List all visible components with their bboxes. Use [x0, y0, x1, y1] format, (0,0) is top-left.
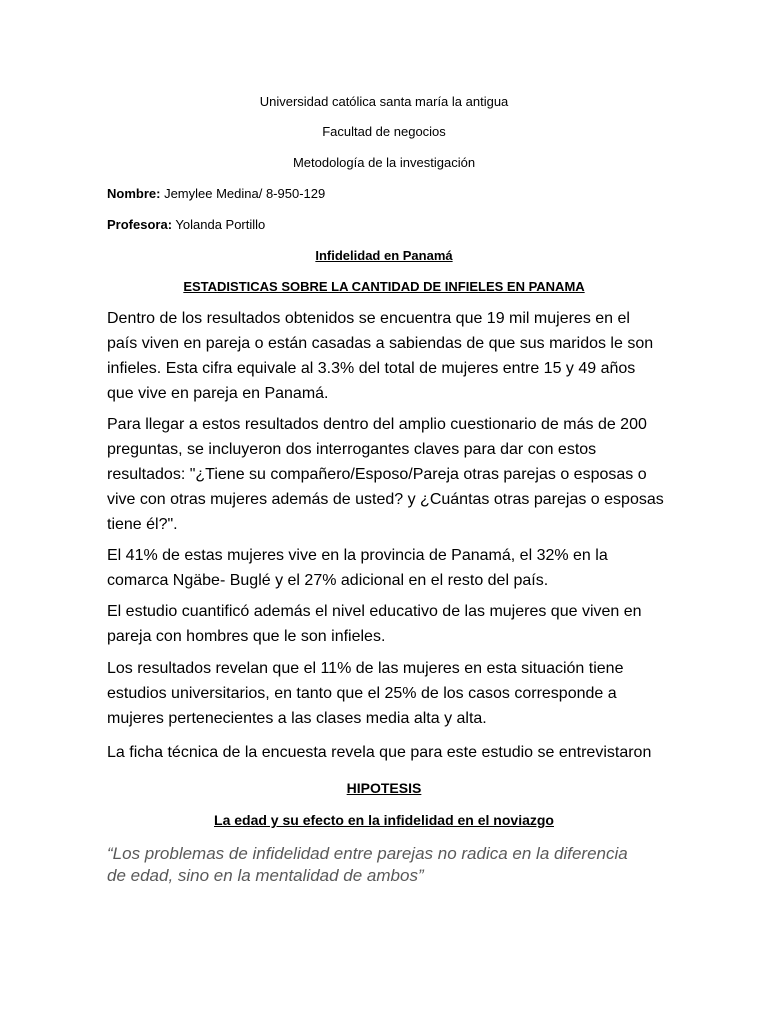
paragraph-line: que vive en pareja en Panamá. — [107, 385, 329, 402]
paragraph-line: comarca Ngäbe- Buglé y el 27% adicional en el resto del país. — [107, 572, 549, 589]
paragraph-2 — [107, 412, 667, 537]
paragraph-line: pareja con hombres que le son infieles. — [107, 628, 386, 645]
quote-block — [107, 843, 687, 887]
faculty-name: Facultad de negocios — [322, 124, 446, 139]
hypothesis-heading-wrap — [0, 780, 768, 796]
paragraph-6 — [107, 740, 667, 765]
paragraph-3 — [107, 543, 667, 593]
paragraph-4 — [107, 599, 667, 649]
course-name: Metodología de la investigación — [292, 155, 476, 170]
paragraph-line: resultados: "¿Tiene su compañero/Esposo/Pareja otras parejas o esposas o — [107, 466, 647, 483]
paragraph-5 — [107, 656, 667, 731]
paragraph-line: El estudio cuantificó además el nivel educativo de las mujeres que viven en — [107, 603, 642, 620]
paragraph-line: La ficha técnica de la encuesta revela que para este estudio se entrevistaron — [107, 744, 652, 761]
quote-line: “Los problemas de infidelidad entre parejas no radica en la diferencia — [107, 844, 628, 863]
paragraph-line: infieles. Esta cifra equivale al 3.3% del total de mujeres entre 15 y 49 años — [107, 360, 636, 377]
name-value: Jemylee Medina/ 8-950-129 — [160, 186, 326, 201]
university-name: Universidad católica santa maría la antigua — [259, 94, 509, 109]
professor-line — [107, 217, 265, 232]
hypothesis-heading: HIPOTESIS — [346, 780, 422, 796]
paragraph-line: estudios universitarios, en tanto que el 25% de los casos corresponde a — [107, 685, 617, 702]
paragraph-line: Para llegar a estos resultados dentro del amplio cuestionario de más de 200 — [107, 416, 647, 433]
paragraph-line: El 41% de estas mujeres vive en la provincia de Panamá, el 32% en la — [107, 547, 608, 564]
paragraph-line: tiene él?". — [107, 516, 178, 533]
name-label: Nombre: — [107, 186, 161, 201]
section-heading: ESTADISTICAS SOBRE LA CANTIDAD DE INFIELES EN PANAMA — [183, 279, 585, 294]
professor-label: Profesora: — [107, 217, 173, 232]
paragraph-line: país viven en pareja o están casadas a sabiendas de que sus maridos le son — [107, 335, 654, 352]
subheading-wrap — [0, 812, 768, 828]
paragraph-1 — [107, 306, 667, 406]
paragraph-line: preguntas, se incluyeron dos interrogantes claves para dar con estos — [107, 441, 597, 458]
student-name-line — [107, 186, 325, 201]
section-heading-wrap — [0, 279, 768, 294]
paragraph-line: vive con otras mujeres además de usted? y ¿Cuántas otras parejas o esposas — [107, 491, 664, 508]
professor-value: Yolanda Portillo — [172, 217, 266, 232]
paragraph-line: Dentro de los resultados obtenidos se encuentra que 19 mil mujeres en el — [107, 310, 630, 327]
document-title-wrap — [0, 248, 768, 263]
age-infidelity-subheading: La edad y su efecto en la infidelidad en el noviazgo — [214, 812, 554, 828]
paragraph-line: Los resultados revelan que el 11% de las mujeres en esta situación tiene — [107, 660, 624, 677]
paragraph-line: mujeres pertenecientes a las clases media alta y alta. — [107, 710, 487, 727]
quote-line: de edad, sino en la mentalidad de ambos” — [107, 866, 424, 885]
document-title: Infidelidad en Panamá — [315, 248, 453, 263]
